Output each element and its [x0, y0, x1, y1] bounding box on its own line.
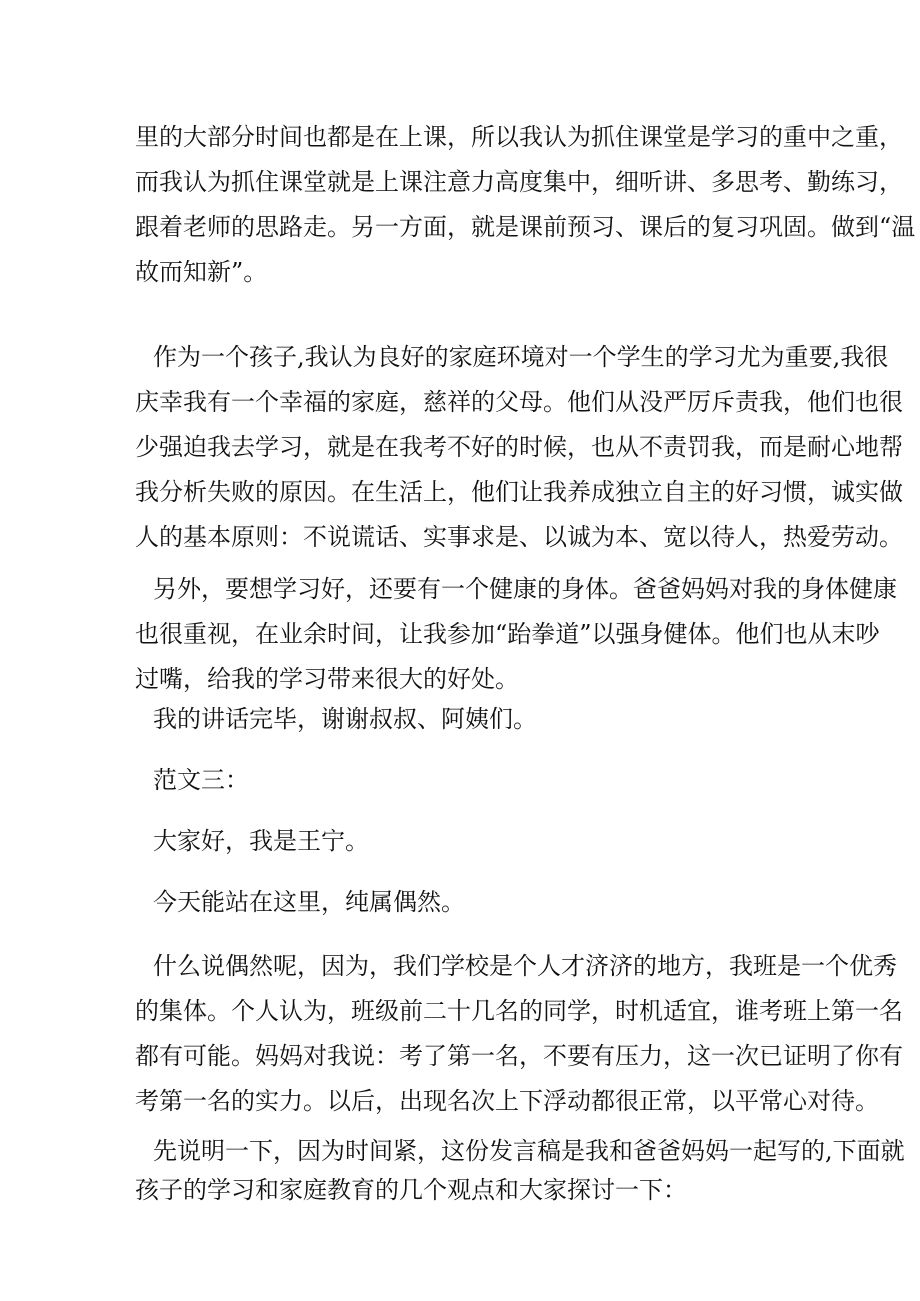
text-line: 少强迫我去学习，就是在我考不好的时候，也从不责罚我，而是耐心地帮	[135, 433, 903, 461]
text-line: 范文三：	[153, 766, 249, 794]
text-line: 我的讲话完毕，谢谢叔叔、阿姨们。	[153, 705, 537, 733]
paragraph-closing	[135, 697, 787, 742]
paragraph-4	[135, 944, 903, 1124]
text-line: 孩子的学习和家庭教育的几个观点和大家探讨一下：	[135, 1176, 687, 1204]
paragraph-1	[135, 115, 916, 295]
text-line: 庆幸我有一个幸福的家庭，慈祥的父母。他们从没严厉斥责我，他们也很	[135, 388, 903, 416]
text-line: 也很重视，在业余时间，让我参加“跆拳道”以强身健体。他们也从末吵	[135, 620, 880, 648]
text-line: 另外，要想学习好，还要有一个健康的身体。爸爸妈妈对我的身体健康	[153, 575, 897, 603]
text-line: 人的基本原则：不说谎话、实事求是、以诚为本、宽以待人，热爱劳动。	[135, 523, 903, 551]
text-line: 里的大部分时间也都是在上课，所以我认为抓住课堂是学习的重中之重，	[135, 123, 903, 151]
text-line: 都有可能。妈妈对我说：考了第一名，不要有压力，这一次已证明了你有	[135, 1042, 903, 1070]
text-line: 跟着老师的思路走。另一方面，就是课前预习、课后的复习巩固。做到“温	[135, 213, 916, 241]
text-line: 而我认为抓住课堂就是上课注意力高度集中，细听讲、多思考、勤练习，	[135, 168, 903, 196]
paragraph-5	[135, 1132, 905, 1210]
paragraph-greeting	[135, 819, 787, 864]
text-line: 故而知新”。	[135, 258, 268, 286]
text-line: 今天能站在这里，纯属偶然。	[153, 888, 465, 916]
text-line: 我分析失败的原因。在生活上，他们让我养成独立自主的好习惯，诚实做	[135, 478, 903, 506]
text-line: 的集体。个人认为，班级前二十几名的同学，时机适宜，谁考班上第一名	[135, 997, 903, 1025]
text-line: 什么说偶然呢，因为，我们学校是个人才济济的地方，我班是一个优秀	[153, 952, 897, 980]
section-heading	[135, 758, 787, 803]
text-line: 作为一个孩子,我认为良好的家庭环境对一个学生的学习尤为重要,我很	[153, 343, 889, 371]
paragraph-2	[135, 335, 903, 560]
paragraph-3	[135, 567, 897, 702]
text-line: 过嘴，给我的学习带来很大的好处。	[135, 665, 519, 693]
text-line: 考第一名的实力。以后，出现名次上下浮动都很正常，以平常心对待。	[135, 1087, 879, 1115]
text-line: 先说明一下，因为时间紧，这份发言稿是我和爸爸妈妈一起写的,下面就	[153, 1137, 905, 1165]
text-line: 大家好，我是王宁。	[153, 827, 369, 855]
paragraph-intro	[135, 880, 787, 925]
